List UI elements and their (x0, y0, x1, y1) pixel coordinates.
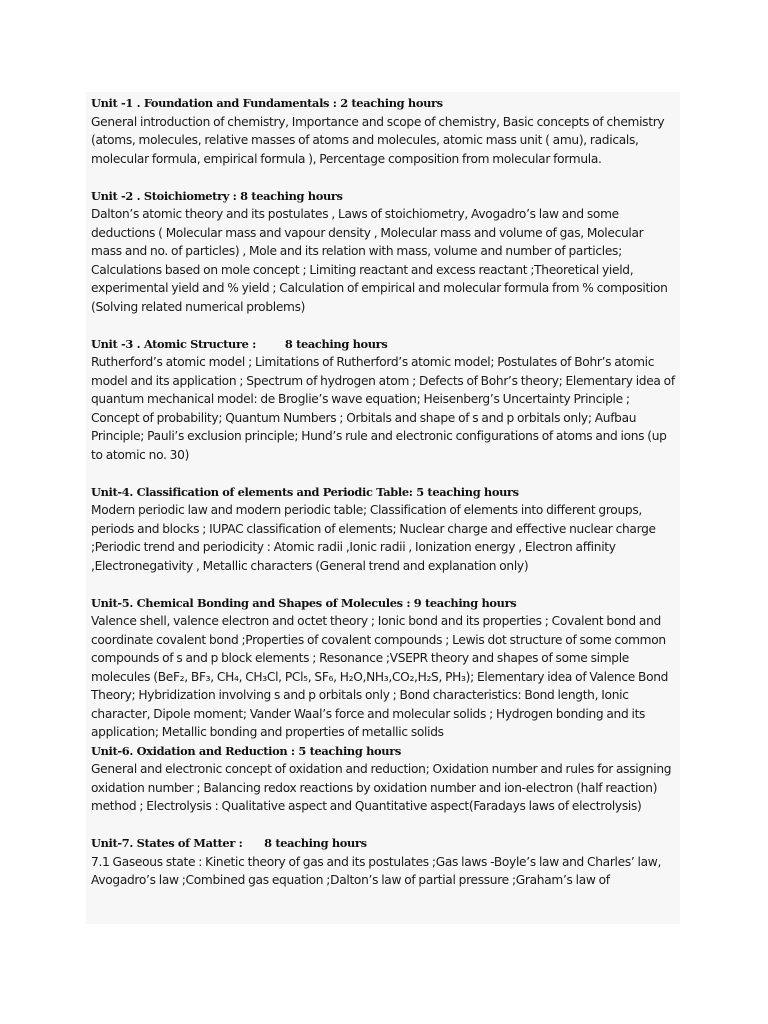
section-spacer (91, 464, 675, 483)
section-spacer (91, 816, 675, 835)
unit-section-6 (91, 742, 675, 816)
unit-section-5 (91, 594, 675, 742)
unit-title: Unit -1 . Foundation and Fundamentals : 2 teaching hours (91, 96, 443, 110)
section-spacer (91, 168, 675, 187)
unit-title: Unit-4. Classification of elements and Periodic Table: 5 teaching hours (91, 484, 519, 499)
unit-section-1 (91, 94, 675, 168)
syllabus-content (86, 92, 680, 924)
unit-body: 7.1 Gaseous state : Kinetic theory of gas and its postulates ;Gas laws -Boyle’s law and Charles’ law, Avogadro’s law ;Combined gas equation ;Dalton’s law of partial pressure ;Graham’s law of (91, 854, 662, 887)
unit-body: General introduction of chemistry, Importance and scope of chemistry, Basic concepts of chemistry (atoms, molecules, relative masses of atoms and molecules, atomic mass unit ( amu), radicals, molecular formula, empirical formula ), Percentage composition from molecular formula. (91, 114, 665, 166)
unit-body: Valence shell, valence electron and octet theory ; Ionic bond and its properties ; Covalent bond and coordinate covalent bond ;Properties of covalent compounds ; Lewis dot structure of some common compounds of s and p block elements ; Resonance ;VSEPR theory and shapes of some simple molecules (BeF₂, BF₃, CH₄, CH₃Cl, PCl₅, SF₆, H₂O,NH₃,CO₂,H₂S, PH₃); Elementary idea of Valence Bond Theory; Hybridization involving s and p orbitals only ; Bond characteristics: Bond length, Ionic character, Dipole moment; Vander Waal’s force and molecular solids ; Hydrogen bonding and its application; Metallic bonding and properties of metallic solids (91, 614, 669, 739)
unit-body: Modern periodic law and modern periodic table; Classification of elements into different groups, periods and blocks ; IUPAC classification of elements; Nuclear charge and effective nuclear charge ;Periodic trend and periodicity : Atomic radii ,Ionic radii , Ionization energy , Electron affinity ,Electronegativity , Metallic characters (General trend and explanation only) (91, 503, 656, 573)
unit-title: Unit-5. Chemical Bonding and Shapes of Molecules : 9 teaching hours (91, 595, 517, 610)
unit-title: Unit -3 . Atomic Structure : 8 teaching hours (91, 336, 388, 351)
unit-body: Dalton’s atomic theory and its postulates , Laws of stoichiometry, Avogadro’s law and some deductions ( Molecular mass and vapour density , Molecular mass and volume of gas, Molecular mass and no. of particles) , Mole and its relation with mass, volume and number of particles; Calculations based on mole concept ; Limiting reactant and excess reactant ;Theoretical yield, experimental yield and % yield ; Calculation of empirical and molecular formula from % composition (Solving related numerical problems) (91, 207, 668, 314)
unit-title: Unit-6. Oxidation and Reduction : 5 teaching hours (91, 743, 401, 758)
unit-body: Rutherford’s atomic model ; Limitations of Rutherford’s atomic model; Postulates of Bohr’s atomic model and its application ; Spectrum of hydrogen atom ; Defects of Bohr’s theory; Elementary idea of quantum mechanical model: de Broglie’s wave equation; Heisenberg’s Uncertainty Principle ; Concept of probability; Quantum Numbers ; Orbitals and shape of s and p orbitals only; Aufbau Principle; Pauli’s exclusion principle; Hund’s rule and electronic configurations of atoms and ions (up to atomic no. 30) (91, 355, 675, 462)
unit-section-2 (91, 187, 675, 317)
unit-title: Unit-7. States of Matter : 8 teaching hours (91, 836, 367, 850)
unit-title: Unit -2 . Stoichiometry : 8 teaching hours (91, 188, 343, 203)
unit-section-4 (91, 483, 675, 576)
section-spacer (91, 316, 675, 335)
unit-section-3 (91, 335, 675, 465)
unit-section-7 (91, 834, 675, 890)
unit-body: General and electronic concept of oxidation and reduction; Oxidation number and rules for assigning oxidation number ; Balancing redox reactions by oxidation number and ion-electron (half reaction) method ; Electrolysis : Qualitative aspect and Quantitative aspect(Faradays laws of electrolysis) (91, 762, 672, 813)
section-spacer (91, 575, 675, 594)
